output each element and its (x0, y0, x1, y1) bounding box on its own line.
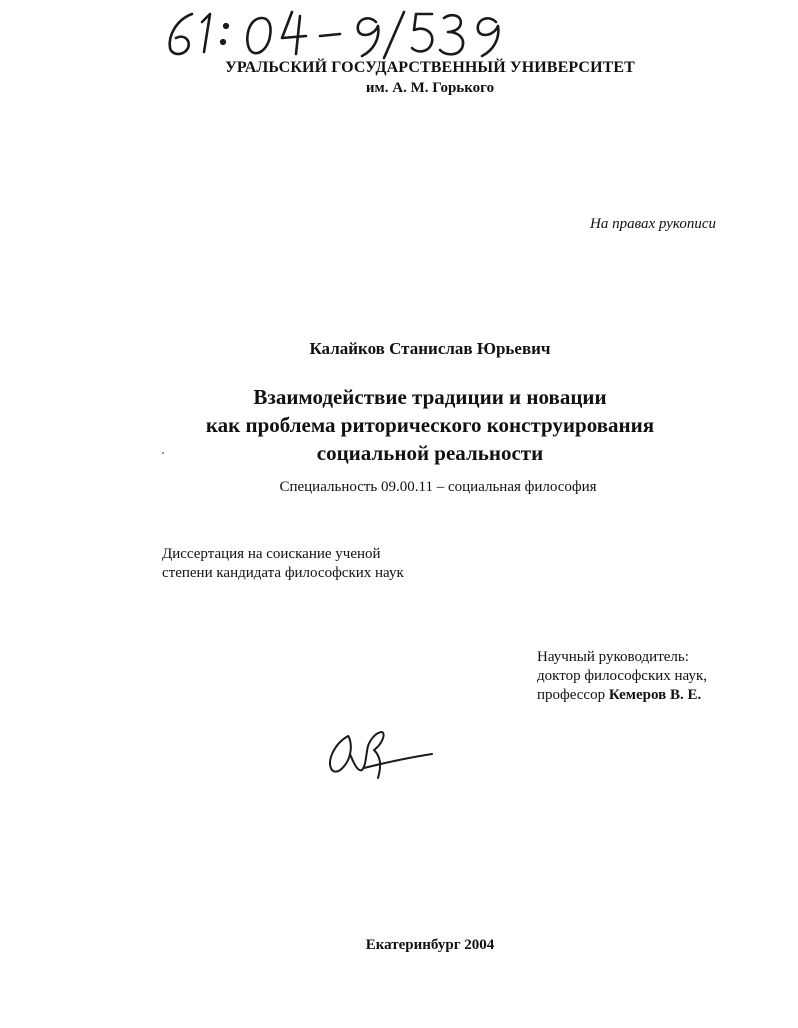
author-name: Калайков Станислав Юрьевич (309, 339, 551, 358)
handwritten-archive-code (140, 0, 520, 64)
specialty-line: Специальность 09.00.11 – социальная философия (279, 479, 597, 495)
advisor-label: Научный руководитель: (537, 649, 689, 665)
advisor-rank: профессор (537, 687, 609, 703)
title-line: социальной реальности (316, 441, 544, 465)
dissertation-note-line: Диссертация на соискание ученой (162, 546, 381, 562)
dissertation-title (0, 383, 798, 467)
advisor-name: Кемеров В. Е. (608, 687, 702, 703)
advisor-title-line (537, 686, 707, 705)
university-subtitle: им. А. М. Горького (365, 80, 495, 96)
advisor-degree: доктор философских наук, (537, 668, 707, 684)
scan-speck (162, 452, 164, 454)
rights-note: На правах рукописи (590, 216, 716, 232)
scientific-advisor (537, 648, 707, 705)
dissertation-note (162, 545, 404, 583)
university-name: УРАЛЬСКИЙ ГОСУДАРСТВЕННЫЙ УНИВЕРСИТЕТ (225, 59, 635, 76)
title-line: Взаимодействие традиции и новации (253, 385, 607, 409)
dissertation-note-line: степени кандидата философских наук (162, 565, 404, 581)
title-line: как проблема риторического конструирования (205, 413, 655, 437)
city-and-year: Екатеринбург 2004 (365, 937, 495, 953)
handwritten-signature (320, 718, 440, 788)
